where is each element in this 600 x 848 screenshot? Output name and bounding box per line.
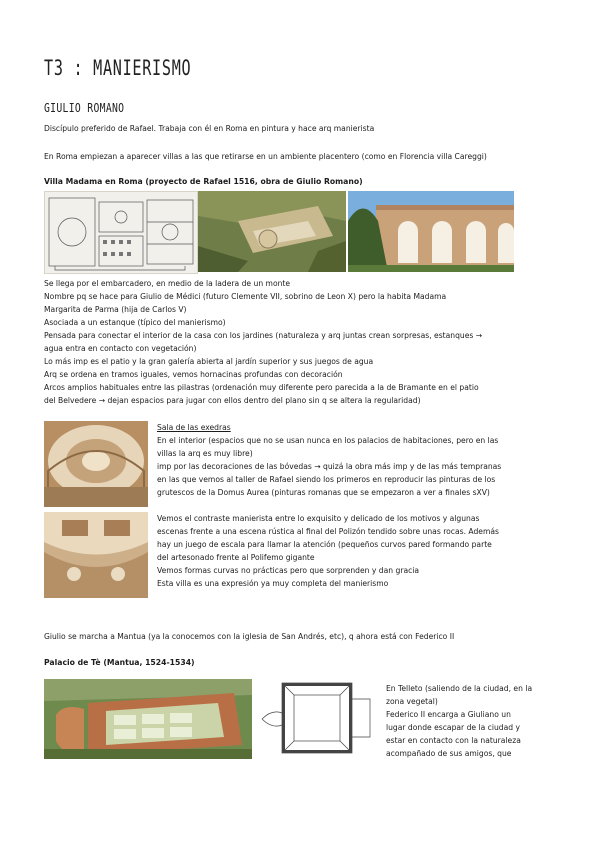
villa-line-9: Arcos amplios habituales entre las pilastras (ordenación muy diferente pero parecida a la de Bramante en el patio — [44, 383, 479, 392]
exedras-line-11: Esta villa es una expresión ya muy completa del manierismo — [157, 579, 389, 588]
exedras-heading: Sala de las exedras — [157, 423, 231, 432]
palacio-te-aerial-image — [44, 679, 252, 759]
villa-line-10: del Belvedere → dejan espacios para jugar con ellos dentro del plano sin q se altera la regularidad) — [44, 396, 421, 405]
te-line-1: En Telleto (saliendo de la ciudad, en la — [386, 684, 533, 693]
villa-line-7: Lo más imp es el patio y la gran galería abierta al jardín superior y sus juegos de agua — [44, 357, 374, 366]
te-line-6: acompañado de sus amigos, que — [386, 749, 512, 758]
exedras-line-8: hay un juego de escala para llamar la atención (pequeños curvos pared formando parte — [157, 540, 492, 549]
palacio-te-plan-image — [258, 679, 380, 759]
palacio-te-heading: Palacio de Tè (Mantua, 1524-1534) — [44, 658, 195, 667]
villa-madama-heading: Villa Madama en Roma (proyecto de Rafael 1516, obra de Giulio Romano) — [44, 177, 363, 186]
villa-madama-facade-image — [348, 191, 514, 272]
intro-line-2: En Roma empiezan a aparecer villas a las que retirarse en un ambiente placentero (como en Florencia villa Careggi) — [44, 152, 487, 161]
villa-line-8: Arq se ordena en tramos iguales, vemos hornacinas profundas con decoración — [44, 370, 343, 379]
exedras-line-9: del artesonado frente al Polifemo gigante — [157, 553, 315, 562]
te-line-3: Federico II encarga a Giuliano un — [386, 710, 511, 719]
te-line-5: estar en contacto con la naturaleza — [386, 736, 521, 745]
villa-line-2: Nombre pq se hace para Giulio de Médici (futuro Clemente VII, sobrino de Leon X) pero la habita Madama — [44, 292, 447, 301]
exedras-line-1: En el interior (espacios que no se usan nunca en los palacios de habitaciones, pero en las — [157, 436, 499, 445]
exedras-line-2: villas la arq es muy libre) — [157, 449, 253, 458]
villa-madama-plan-image — [44, 191, 198, 274]
villa-line-5: Pensada para conectar el interior de la casa con los jardines (naturaleza y arq juntas crean sorpresas, estanques → — [44, 331, 483, 340]
section-heading: GIULIO ROMANO — [44, 100, 125, 115]
villa-line-1: Se llega por el embarcadero, en medio de la ladera de un monte — [44, 279, 291, 288]
mantua-line: Giulio se marcha a Mantua (ya la conocemos con la iglesia de San Andrés, etc), q ahora está con Federico II — [44, 632, 455, 641]
te-line-2: zona vegetal) — [386, 697, 438, 706]
villa-madama-aerial-image — [198, 191, 346, 272]
exedras-line-4: en las que vemos al taller de Rafael siendo los primeros en reproducir las pinturas de los — [157, 475, 496, 484]
te-line-4: lugar donde escapar de la ciudad y — [386, 723, 520, 732]
exedras-line-7: escenas frente a una escena rústica al final del Polizón tendido sobre unas rocas. Además — [157, 527, 499, 536]
intro-line-1: Discípulo preferido de Rafael. Trabaja con él en Roma en pintura y hace arq manierista — [44, 124, 375, 133]
exedras-vault-image-2 — [44, 512, 148, 598]
exedras-line-6: Vemos el contraste manierista entre lo exquisito y delicado de los motivos y algunas — [157, 514, 480, 523]
villa-line-4: Asociada a un estanque (típico del manierismo) — [44, 318, 226, 327]
page-title: T3 : MANIERISMO — [44, 56, 192, 80]
villa-line-3: Margarita de Parma (hija de Carlos V) — [44, 305, 187, 314]
exedras-line-5: grutescos de la Domus Aurea (pinturas romanas que se empezaron a ver a finales sXV) — [157, 488, 490, 497]
villa-line-6: agua entra en contacto con vegetación) — [44, 344, 197, 353]
exedras-line-3: imp por las decoraciones de las bóvedas → quizá la obra más imp y de las más tempranas — [157, 462, 502, 471]
exedras-vault-image-1 — [44, 421, 148, 507]
exedras-line-10: Vemos formas curvas no prácticas pero que sorprenden y dan gracia — [157, 566, 420, 575]
